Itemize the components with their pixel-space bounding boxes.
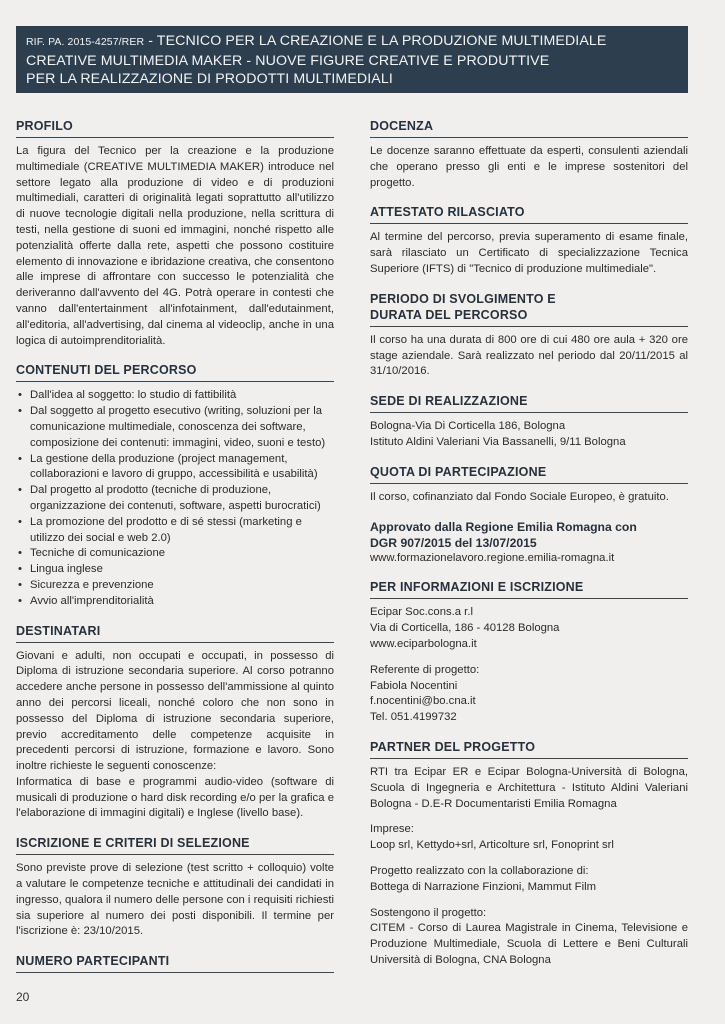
section-destinatari <box>16 623 334 823</box>
section-informazioni <box>370 579 688 726</box>
periodo-text: Il corso ha una durata di 800 ore di cui 480 ore aula + 320 ore stage aziendale. Sarà realizzato nel periodo dal 20/11/2015 al 31/10/2016. <box>370 333 688 378</box>
section-attestato <box>370 204 688 277</box>
header-title-line2: CREATIVE MULTIMEDIA MAKER - NUOVE FIGURE CREATIVE E PRODUTTIVE <box>26 52 550 69</box>
approvato-line: Approvato dalla Regione Emilia Romagna con <box>370 519 637 534</box>
attestato-text: Al termine del percorso, previa superamento di esame finale, sarà rilasciato un Certificato di specializzazione Tecnica Superiore (IFTS) di "Tecnico di produzione multimediale". <box>370 231 688 275</box>
section-title: SEDE DI REALIZZAZIONE <box>370 393 688 413</box>
list-item: • Dal soggetto al progetto esecutivo (writing, soluzioni per la comunicazione multimediale, conoscenza dei software, composizione dei contenuti: immagini, video, suoni e testo) <box>16 404 334 451</box>
info-line: Fabiola Nocentini <box>370 679 458 692</box>
section-title: QUOTA DI PARTECIPAZIONE <box>370 464 688 484</box>
section-title: PARTNER DEL PROGETTO <box>370 739 688 759</box>
section-title: NUMERO PARTECIPANTI <box>16 953 334 973</box>
partner-value: CITEM - Corso di Laurea Magistrale in Cinema, Televisione e Produzione Multimediale, Scuola di Lettere e Beni Culturali Università di Bologna, CNA Bologna <box>370 922 688 966</box>
docenza-text: Le docenze saranno effettuate da esperti, consulenti aziendali che operano presso gli enti e le imprese sostenitori del progetto. <box>370 145 688 189</box>
section-docenza <box>370 118 688 191</box>
section-title: PERIODO DI SVOLGIMENTO E DURATA DEL PERCORSO <box>370 291 688 327</box>
section-title: DESTINATARI <box>16 623 334 643</box>
section-iscrizione <box>16 835 334 940</box>
list-item: • Lingua inglese <box>16 562 334 578</box>
section-title: ATTESTATO RILASCIATO <box>370 204 688 224</box>
section-title: PROFILO <box>16 118 334 138</box>
section-contenuti <box>16 362 334 609</box>
list-item: • Sicurezza e prevenzione <box>16 578 334 594</box>
header-banner <box>16 26 688 93</box>
partner-label: Progetto realizzato con la collaborazione di: <box>370 864 589 877</box>
section-partner <box>370 739 688 969</box>
info-phone: Tel. 051.4199732 <box>370 711 457 724</box>
info-line: Via di Corticella, 186 - 40128 Bologna <box>370 622 560 635</box>
header-title-line3: PER LA REALIZZAZIONE DI PRODOTTI MULTIMEDIALI <box>26 71 393 87</box>
section-title: PER INFORMAZIONI E ISCRIZIONE <box>370 579 688 599</box>
info-line: Referente di progetto: <box>370 663 480 676</box>
section-title: ISCRIZIONE E CRITERI DI SELEZIONE <box>16 835 334 855</box>
approvato-url[interactable]: www.formazionelavoro.regione.emilia-romagna.it <box>370 551 615 564</box>
section-sede <box>370 393 688 451</box>
sede-line: Bologna-Via Di Corticella 186, Bologna <box>370 420 566 433</box>
list-item: • La gestione della produzione (project management, collaborazioni e lavoro di gruppo, accessibilità e usabilità) <box>16 452 334 484</box>
list-item: • Dall'idea al soggetto: lo studio di fattibilità <box>16 388 334 404</box>
partner-label: Sostengono il progetto: <box>370 906 487 919</box>
info-line: Ecipar Soc.cons.a r.l <box>370 606 473 619</box>
quota-text: Il corso, cofinanziato dal Fondo Sociale Europeo, è gratuito. <box>370 490 669 503</box>
partner-label: Imprese: <box>370 823 414 836</box>
page-number: 20 <box>16 990 30 1004</box>
info-link[interactable]: www.eciparbologna.it <box>370 637 477 650</box>
partner-value: Bottega di Narrazione Finzioni, Mammut Film <box>370 880 597 893</box>
section-approvato <box>370 519 688 567</box>
destinatari-text: Giovani e adulti, non occupati e occupati, in possesso di Diploma di istruzione secondaria superiore. Al corso potranno accedere anche persone in possesso dell'ammissione al quinto anno dei percorsi liceali, nonché coloro che non sono in possesso del Diploma di istruzione secondaria superiore, previo accreditamento delle competenze acquisite in precedenti percorsi di istruzione, formazione e lavoro. Sono inoltre richieste le seguenti conoscenze: <box>16 649 334 773</box>
section-title: CONTENUTI DEL PERCORSO <box>16 362 334 382</box>
partner-value: Loop srl, Kettydo+srl, Articolture srl, Fonoprint srl <box>370 839 614 852</box>
iscrizione-text: Sono previste prove di selezione (test scritto + colloquio) volte a valutare le competenze tecniche e attitudinali dei candidati in ingresso, qualora il numero delle persone con i requisiti richiesti sia superiore al numero dei posti disponibili. Il termine per l'iscrizione è: 23/10/2015. <box>16 862 334 938</box>
approvato-line: DGR 907/2015 del 13/07/2015 <box>370 535 537 550</box>
info-email[interactable]: f.nocentini@bo.cna.it <box>370 695 476 708</box>
list-item: • Tecniche di comunicazione <box>16 546 334 562</box>
section-numero <box>16 953 334 973</box>
left-column <box>16 118 334 986</box>
section-title: DOCENZA <box>370 118 688 138</box>
destinatari-text-2: Informatica di base e programmi audio-video (software di musicali di produzione o hard disk recording e/o per la grafica e l'elaborazione di immagini digitali) e Inglese (livello base). <box>16 775 334 820</box>
contenuti-list <box>16 388 334 609</box>
profilo-text: La figura del Tecnico per la creazione e la produzione multimediale (CREATIVE MULTIMEDIA MAKER) introduce nel settore legato alla produzione di video e di produzioni multimediali, caratteri di originalità legati soprattutto all'utilizzo di nuove tecnologie digitali nella produzione, nella scrittura di testi, nella gestione di suoni ed immagini, nonché rispetto alle potenzialità offerte dalla rete, aspetti che possono costituire elemento di innovazione e ibridazione creativa, che consentono alle imprese di affrontare con successo le potenzialità che deriveranno dall'avvento del 4G. Potrà operare in contesti che vanno dall'entertainment all'infotainment, dall'edutainment, all'editoria, all'advertising, dal cinema al videoclip, anche in una logica di autoimprenditorialità. <box>16 145 334 347</box>
header-title-line1: RIF. PA. 2015-4257/RER - TECNICO PER LA CREAZIONE E LA PRODUZIONE MULTIMEDIALE <box>26 33 607 49</box>
list-item: • La promozione del prodotto e di sé stessi (marketing e utilizzo dei social e web 2.0) <box>16 515 334 547</box>
section-profilo <box>16 118 334 349</box>
partner-text: RTI tra Ecipar ER e Ecipar Bologna-Università di Bologna, Scuola di Ingegneria e Architettura - Istituto Aldini Valeriani Bologna - D.E-R Documentaristi Emilia Romagna <box>370 765 688 810</box>
list-item: • Dal progetto al prodotto (tecniche di produzione, organizzazione dei contenuti, software, aspetti burocratici) <box>16 483 334 515</box>
right-column <box>370 118 688 982</box>
sede-line: Istituto Aldini Valeriani Via Bassanelli, 9/11 Bologna <box>370 435 626 448</box>
section-quota <box>370 464 688 506</box>
section-periodo <box>370 291 688 380</box>
header-ref: RIF. PA. 2015-4257/RER <box>26 36 145 48</box>
list-item: • Avvio all'imprenditorialità <box>16 594 334 610</box>
